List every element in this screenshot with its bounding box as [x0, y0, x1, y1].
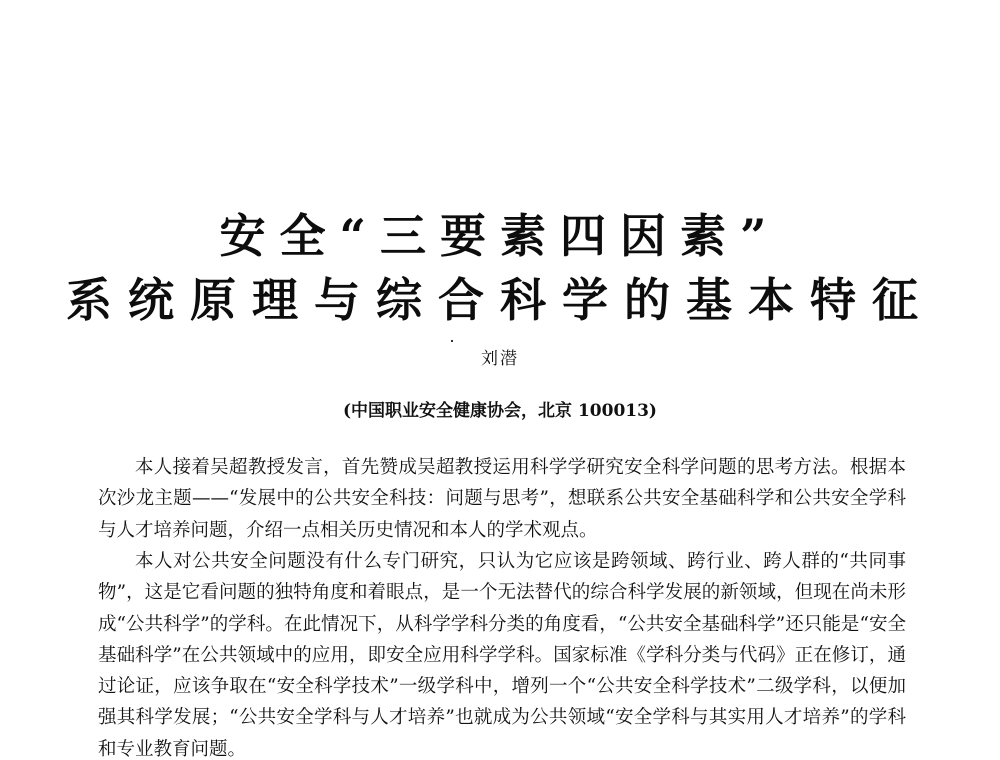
article-title-line-1: 安全“三要素四因素”	[219, 209, 781, 263]
author-affiliation: (中国职业安全健康协会，北京 100013)	[343, 401, 657, 421]
author-name: 刘潜	[481, 349, 519, 369]
body-paragraph-1: 本人接着吴超教授发言，首先赞成吴超教授运用科学学研究安全科学问题的思考方法。根据本次沙龙主题——“发展中的公共安全科技：问题与思考”，想联系公共安全基础科学和公共安全学科与人才培养问题，介绍一点相关历史情况和本人的学术观点。	[98, 457, 906, 541]
scan-speck	[451, 340, 453, 342]
body-paragraph-2: 本人对公共安全问题没有什么专门研究，只认为它应该是跨领域、跨行业、跨人群的“共同事物”，这是它看问题的独特角度和着眼点，是一个无法替代的综合科学发展的新领域，但现在尚未形成“公共科学”的学科。在此情况下，从科学学科分类的角度看，“公共安全基础科学”还只能是“安全基础科学”在公共领域中的应用，即安全应用科学学科。国家标准《学科分类与代码》正在修订，通过论证，应该争取在“安全科学技术”一级学科中，增列一个“公共安全科学技术”二级学科，以便加强其科学发展；“公共安全学科与人才培养”也就成为公共领域“安全学科与其实用人才培养”的学科和专业教育问题。	[98, 551, 906, 760]
article-title-line-2: 系统原理与综合科学的基本特征	[66, 273, 934, 327]
